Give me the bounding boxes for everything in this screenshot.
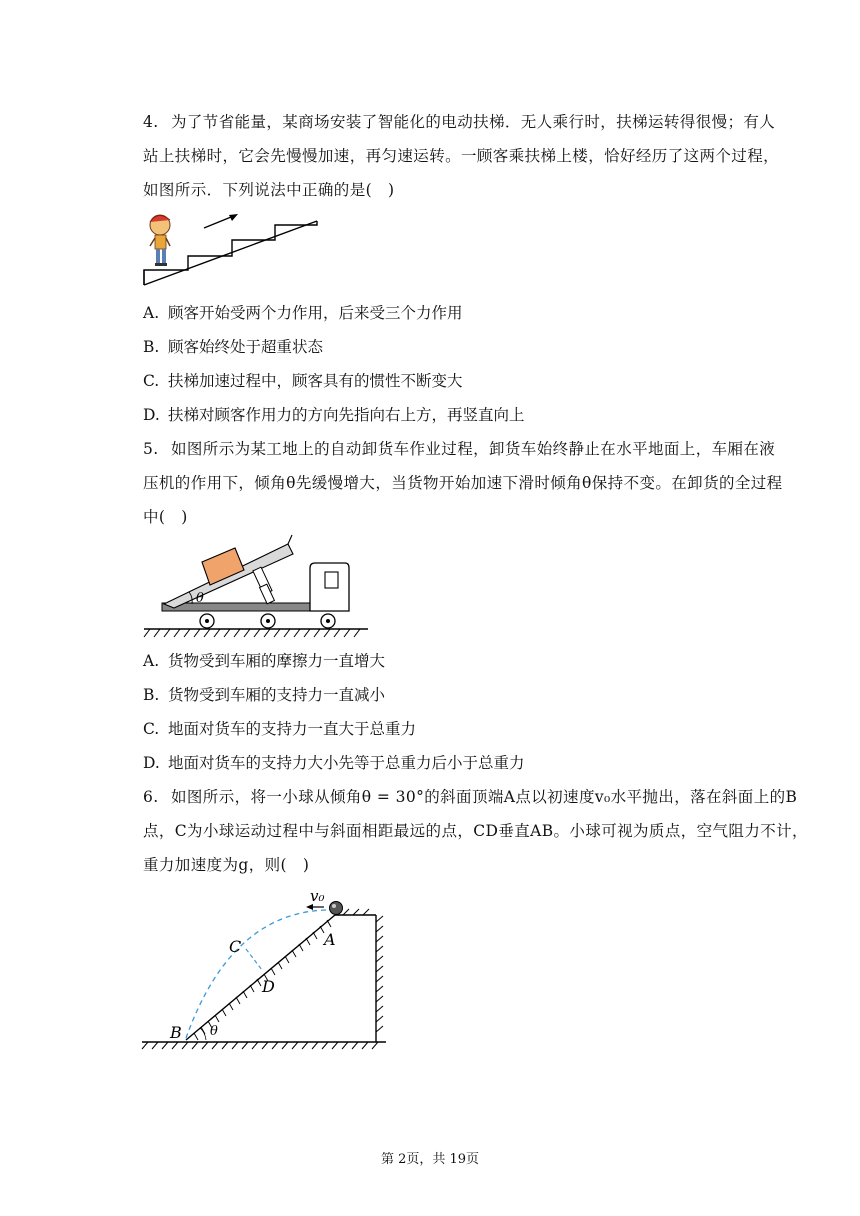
q4-option-a (143, 303, 463, 323)
option-label: A. (143, 304, 160, 322)
option-text: 地面对货车的支持力大小先等于总重力后小于总重力 (168, 754, 525, 772)
v0-label: v₀ (310, 887, 325, 905)
q5-option-b (143, 685, 385, 705)
q4-text-1: 为了节省能量，某商场安装了智能化的电动扶梯．无人乘行时，扶梯运转得很慢；有人 (171, 113, 776, 131)
q5-line-3: 中( ) (143, 508, 188, 526)
escalator-figure (140, 208, 325, 290)
option-text: 扶梯对顾客作用力的方向先指向右上方，再竖直向上 (168, 406, 525, 424)
option-label: D. (143, 406, 160, 424)
option-label: A. (143, 652, 160, 670)
option-text: 顾客始终处于超重状态 (168, 338, 324, 356)
truck-theta-label: θ (196, 591, 204, 606)
option-text: 货物受到车厢的摩擦力一直增大 (168, 652, 386, 670)
option-label: D. (143, 754, 160, 772)
q5-line-2: 压机的作用下，倾角θ先缓慢增大，当货物开始加速下滑时倾角θ保持不变。在卸货的全过程 (143, 474, 783, 492)
page-footer: 第 2页，共 19页 (380, 1152, 480, 1167)
option-text: 扶梯加速过程中，顾客具有的惯性不断变大 (168, 372, 463, 390)
customer-figure (150, 215, 170, 266)
option-label: B. (143, 338, 160, 356)
option-label: C. (143, 720, 160, 738)
q6-line-1 (143, 787, 797, 807)
q5-option-c (143, 719, 416, 739)
q4-line-3: 如图所示．下列说法中正确的是( ) (143, 181, 395, 199)
q4-line-2: 站上扶梯时，它会先慢慢加速，再匀速运转。一顾客乘扶梯上楼，恰好经历了这两个过程， (143, 147, 780, 165)
q6-line-2: 点，C为小球运动过程中与斜面相距最远的点，CD垂直AB。小球可视为质点，空气阻力不计， (143, 822, 808, 840)
option-text: 货物受到车厢的支持力一直减小 (168, 686, 386, 704)
q5-number: 5. (143, 440, 159, 458)
q6-number: 6. (143, 788, 159, 806)
q5-option-d (143, 753, 525, 773)
option-label: C. (143, 372, 160, 390)
dump-truck-figure (140, 530, 375, 642)
q4-option-d (143, 405, 525, 425)
point-a-label: A (324, 930, 336, 949)
option-label: B. (143, 686, 160, 704)
q4-number: 4. (143, 113, 159, 131)
point-b-label: B (170, 1023, 182, 1042)
q5-line-1 (143, 439, 775, 459)
q6-line-3: 重力加速度为g，则( ) (143, 856, 310, 874)
q4-option-c (143, 371, 463, 391)
incline-theta-label: θ (210, 1024, 218, 1039)
projectile-incline-figure (138, 882, 393, 1050)
q4-option-b (143, 337, 323, 357)
option-text: 顾客开始受两个力作用，后来受三个力作用 (168, 304, 463, 322)
point-d-label: D (262, 977, 275, 996)
q4-line-1 (143, 112, 775, 132)
point-c-label: C (229, 937, 242, 956)
q5-text-1: 如图所示为某工地上的自动卸货车作业过程，卸货车始终静止在水平地面上，车厢在液 (171, 440, 776, 458)
q6-text-1: 如图所示，将一小球从倾角θ = 30°的斜面顶端A点以初速度v₀水平抛出，落在斜面上的B (171, 788, 798, 806)
q5-option-a (143, 651, 385, 671)
option-text: 地面对货车的支持力一直大于总重力 (168, 720, 417, 738)
